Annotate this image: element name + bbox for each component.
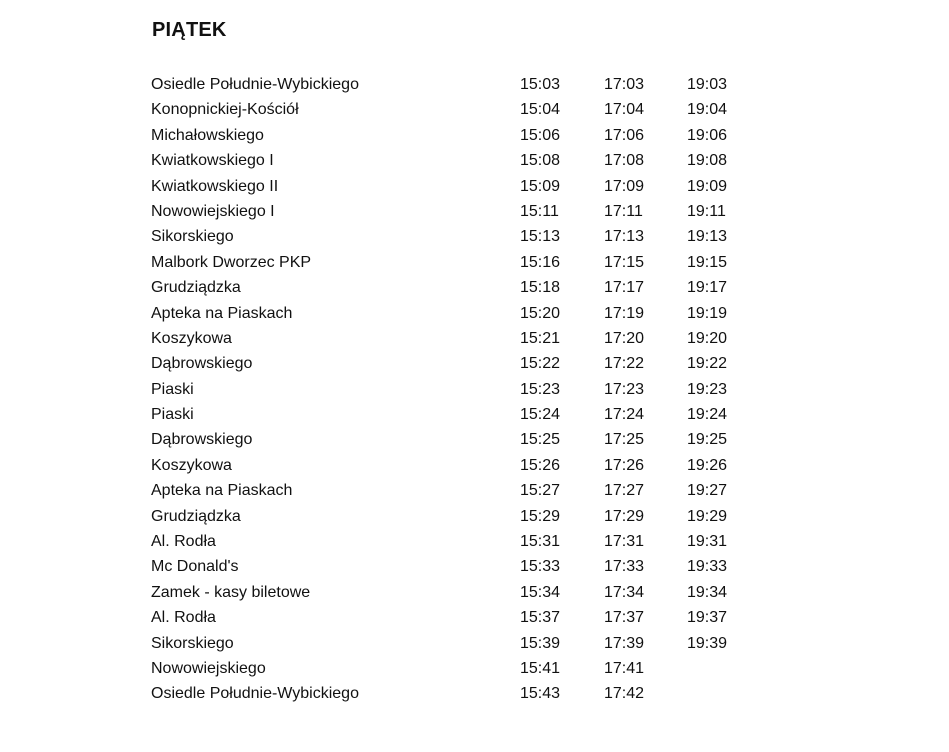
timetable-row <box>151 224 791 249</box>
stop-name: Dąbrowskiego <box>151 355 253 373</box>
stop-name: Osiedle Południe-Wybickiego <box>151 685 359 703</box>
timetable-row <box>151 554 791 579</box>
departure-time-3: 19:24 <box>687 406 728 424</box>
departure-time-3: 19:26 <box>687 456 728 474</box>
departure-time-3: 19:27 <box>687 482 728 500</box>
departure-time-2: 17:09 <box>604 177 645 195</box>
departure-time-2: 17:08 <box>604 152 645 170</box>
timetable-row <box>151 301 791 326</box>
timetable-row <box>151 351 791 376</box>
departure-time-2: 17:19 <box>604 304 645 322</box>
departure-time-2: 17:06 <box>604 126 645 144</box>
timetable-row <box>151 97 791 122</box>
departure-time-2: 17:11 <box>604 202 643 220</box>
timetable-row <box>151 250 791 275</box>
departure-time-2: 17:03 <box>604 76 645 93</box>
departure-time-3: 19:08 <box>687 152 728 170</box>
timetable-row <box>151 453 791 478</box>
stop-name: Dąbrowskiego <box>151 431 253 449</box>
departure-time-1: 15:25 <box>520 431 561 449</box>
departure-time-1: 15:27 <box>520 482 561 500</box>
stop-name: Michałowskiego <box>151 126 264 144</box>
timetable-row <box>151 529 791 554</box>
timetable-row <box>151 605 791 630</box>
departure-time-3: 19:06 <box>687 126 728 144</box>
departure-time-1: 15:33 <box>520 558 561 576</box>
departure-time-1: 15:23 <box>520 380 561 398</box>
departure-time-3: 19:29 <box>687 507 728 525</box>
stop-name: Apteka na Piaskach <box>151 304 293 322</box>
departure-time-3: 19:33 <box>687 558 728 576</box>
departure-time-1: 15:18 <box>520 279 561 297</box>
stop-name: Kwiatkowskiego II <box>151 177 279 195</box>
stop-name: Grudziądzka <box>151 279 241 297</box>
departure-time-1: 15:37 <box>520 609 561 627</box>
departure-time-2: 17:20 <box>604 329 645 347</box>
departure-time-1: 15:43 <box>520 685 561 703</box>
departure-time-1: 15:11 <box>520 202 559 220</box>
departure-time-3: 19:03 <box>687 76 728 93</box>
departure-time-3: 19:04 <box>687 101 728 119</box>
departure-time-2: 17:41 <box>604 659 645 677</box>
stop-name: Koszykowa <box>151 456 232 474</box>
departure-time-2: 17:39 <box>604 634 645 652</box>
departure-time-3: 19:09 <box>687 177 728 195</box>
departure-time-1: 15:09 <box>520 177 561 195</box>
stop-name: Sikorskiego <box>151 634 234 652</box>
departure-time-1: 15:06 <box>520 126 561 144</box>
stop-name: Piaski <box>151 380 194 398</box>
departure-time-2: 17:42 <box>604 685 645 703</box>
stop-name: Nowowiejskiego <box>151 659 266 677</box>
timetable-row <box>151 174 791 199</box>
timetable-row <box>151 631 791 656</box>
timetable-row <box>151 148 791 173</box>
departure-time-1: 15:41 <box>520 659 561 677</box>
timetable-row <box>151 681 791 706</box>
timetable-row <box>151 580 791 605</box>
departure-time-3: 19:13 <box>687 228 728 246</box>
departure-time-1: 15:24 <box>520 406 561 424</box>
departure-time-1: 15:26 <box>520 456 561 474</box>
timetable-row <box>151 478 791 503</box>
departure-time-2: 17:29 <box>604 507 645 525</box>
departure-time-3: 19:11 <box>687 202 726 220</box>
timetable-row <box>151 504 791 529</box>
timetable-row <box>151 72 791 97</box>
timetable-row <box>151 427 791 452</box>
timetable-row <box>151 656 791 681</box>
departure-time-2: 17:31 <box>604 533 645 551</box>
timetable-row <box>151 377 791 402</box>
departure-time-3: 19:39 <box>687 634 728 652</box>
departure-time-3: 19:19 <box>687 304 728 322</box>
stop-name: Al. Rodła <box>151 609 216 627</box>
departure-time-2: 17:15 <box>604 253 645 271</box>
departure-time-1: 15:22 <box>520 355 561 373</box>
timetable-row <box>151 402 791 427</box>
departure-time-1: 15:08 <box>520 152 561 170</box>
departure-time-1: 15:03 <box>520 76 561 93</box>
departure-time-2: 17:17 <box>604 279 645 297</box>
stop-name: Sikorskiego <box>151 228 234 246</box>
departure-time-3: 19:23 <box>687 380 728 398</box>
departure-time-3: 19:17 <box>687 279 728 297</box>
departure-time-1: 15:20 <box>520 304 561 322</box>
departure-time-2: 17:23 <box>604 380 645 398</box>
stop-name: Kwiatkowskiego I <box>151 152 274 170</box>
departure-time-2: 17:13 <box>604 228 645 246</box>
departure-time-2: 17:26 <box>604 456 645 474</box>
departure-time-3: 19:20 <box>687 329 728 347</box>
departure-time-1: 15:21 <box>520 329 561 347</box>
stop-name: Osiedle Południe-Wybickiego <box>151 76 359 93</box>
stop-name: Apteka na Piaskach <box>151 482 293 500</box>
timetable-row <box>151 326 791 351</box>
day-title: PIĄTEK <box>152 19 227 41</box>
departure-time-3: 19:34 <box>687 583 728 601</box>
departure-time-1: 15:13 <box>520 228 561 246</box>
stop-name: Grudziądzka <box>151 507 241 525</box>
stop-name: Mc Donald's <box>151 558 239 576</box>
departure-time-1: 15:04 <box>520 101 561 119</box>
departure-time-1: 15:16 <box>520 253 561 271</box>
stop-name: Koszykowa <box>151 329 232 347</box>
stop-name: Nowowiejskiego I <box>151 202 275 220</box>
timetable-row <box>151 199 791 224</box>
stop-name: Zamek - kasy biletowe <box>151 583 311 601</box>
departure-time-1: 15:39 <box>520 634 561 652</box>
departure-time-1: 15:29 <box>520 507 561 525</box>
departure-time-2: 17:24 <box>604 406 645 424</box>
departure-time-3: 19:31 <box>687 533 728 551</box>
stop-name: Al. Rodła <box>151 533 216 551</box>
timetable-row <box>151 123 791 148</box>
departure-time-1: 15:34 <box>520 583 561 601</box>
departure-time-2: 17:37 <box>604 609 645 627</box>
departure-time-3: 19:25 <box>687 431 728 449</box>
departure-time-3: 19:37 <box>687 609 728 627</box>
departure-time-1: 15:31 <box>520 533 561 551</box>
departure-time-2: 17:04 <box>604 101 645 119</box>
departure-time-2: 17:25 <box>604 431 645 449</box>
stop-name: Piaski <box>151 406 194 424</box>
departure-time-2: 17:33 <box>604 558 645 576</box>
stop-name: Konopnickiej-Kościół <box>151 101 299 119</box>
departure-time-2: 17:27 <box>604 482 645 500</box>
stop-name: Malbork Dworzec PKP <box>151 253 312 271</box>
timetable <box>151 72 791 707</box>
departure-time-2: 17:22 <box>604 355 645 373</box>
departure-time-3: 19:15 <box>687 253 728 271</box>
timetable-row <box>151 275 791 300</box>
departure-time-2: 17:34 <box>604 583 645 601</box>
departure-time-3: 19:22 <box>687 355 728 373</box>
